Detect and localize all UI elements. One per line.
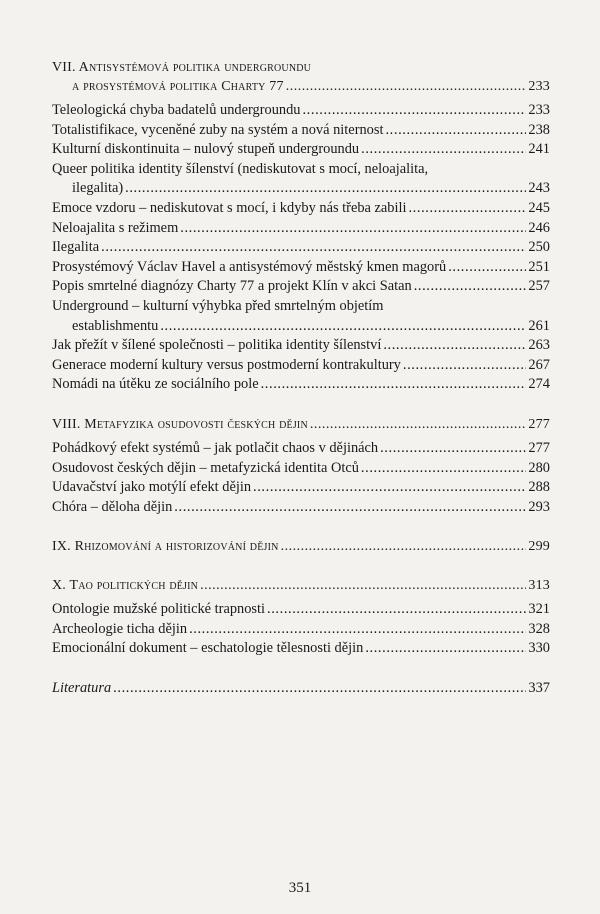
toc-entry (52, 297, 550, 317)
entry-page-number: 263 (528, 337, 550, 354)
entry-page-number: 261 (528, 317, 550, 334)
dot-leader (408, 199, 526, 219)
entry-title: Neloajalita s režimem (52, 219, 179, 236)
toc-entry (52, 199, 550, 219)
table-of-contents (52, 58, 550, 699)
dot-leader (113, 679, 526, 699)
entry-title: Queer politika identity šílenství (nediskutovat s mocí, neloajalita, (52, 160, 429, 177)
dot-leader (125, 179, 526, 199)
toc-entry (52, 498, 550, 518)
toc-entry (52, 317, 550, 337)
literature-entry (52, 679, 550, 699)
toc-entry (52, 336, 550, 356)
entry-page-number: 241 (528, 141, 550, 158)
chapter-page-number: 299 (528, 539, 550, 555)
entry-title: Archeologie ticha dějin (52, 620, 188, 637)
entry-page-number: 245 (528, 199, 550, 216)
chapter-title-text: a prosystémová politika Charty 77 (72, 79, 284, 94)
chapter-page-number: 277 (528, 416, 550, 432)
toc-entry (52, 101, 550, 121)
chapter-title-line (52, 58, 550, 77)
literature-label: Literatura (52, 680, 112, 697)
entry-title: Popis smrtelné diagnózy Charty 77 a projekt Klín v akci Satan (52, 278, 412, 295)
toc-entry (52, 277, 550, 297)
toc-entry (52, 620, 550, 640)
toc-entry (52, 600, 550, 620)
toc-entry (52, 375, 550, 395)
entry-title: Pohádkový efekt systémů – jak potlačit chaos v dějinách (52, 439, 379, 456)
toc-entry (52, 219, 550, 239)
toc-entry (52, 140, 550, 160)
dot-leader (286, 77, 526, 96)
dot-leader (414, 277, 526, 297)
dot-leader (253, 478, 526, 498)
dot-leader (267, 600, 526, 620)
dot-leader (403, 356, 526, 376)
toc-chapter (52, 537, 550, 556)
entry-page-number: 246 (528, 219, 550, 236)
spacer (52, 659, 550, 679)
page-number: 351 (288, 880, 312, 896)
chapter-title-line (52, 415, 550, 434)
dot-leader (261, 375, 526, 395)
toc-entry (52, 356, 550, 376)
toc-entry (52, 478, 550, 498)
entry-page-number: 277 (528, 439, 550, 456)
toc-chapter (52, 58, 550, 395)
spacer (52, 556, 550, 576)
dot-leader (448, 258, 526, 278)
entry-title: Jak přežít v šílené společnosti – politika identity šílenství (52, 337, 382, 354)
chapter-title-line (52, 576, 550, 595)
chapter-page-number: 313 (528, 578, 550, 594)
toc-chapter (52, 415, 550, 517)
entry-page-number: 267 (528, 356, 550, 373)
chapter-title-line (52, 537, 550, 556)
chapter-title-text: X. Tao politických dějin (52, 578, 199, 594)
entry-page-number: 330 (528, 640, 550, 657)
entry-title: Ilegalita (52, 239, 100, 256)
toc-entry (52, 179, 550, 199)
dot-leader (385, 121, 526, 141)
dot-leader (302, 101, 526, 121)
entry-page-number: 280 (528, 459, 550, 476)
entry-title: ilegalita) (72, 180, 124, 197)
entry-title: Teleologická chyba badatelů undergroundu (52, 102, 301, 118)
entry-title: Kulturní diskontinuita – nulový stupeň undergroundu (52, 141, 360, 158)
chapter-title-text: VII. Antisystémová politika undergroundu (52, 60, 312, 75)
entry-page-number: 288 (528, 479, 550, 496)
entry-page-number: 257 (528, 278, 550, 295)
toc-entry (52, 160, 550, 180)
toc-entry (52, 238, 550, 258)
toc-entry (52, 121, 550, 141)
entry-title: Underground – kulturní výhybka před smrtelným objetím (52, 297, 384, 314)
entry-title: Chóra – děloha dějin (52, 498, 173, 515)
entry-title: Prosystémový Václav Havel a antisystémový městský kmen magorů (52, 258, 447, 275)
entry-page-number: 321 (528, 601, 550, 618)
spacer (52, 517, 550, 537)
toc-entry (52, 258, 550, 278)
dot-leader (200, 576, 526, 595)
chapter-title-line (52, 77, 550, 96)
entry-page-number: 328 (528, 620, 550, 637)
entry-page-number: 243 (528, 180, 550, 197)
dot-leader (361, 140, 526, 160)
entry-page-number: 250 (528, 239, 550, 256)
chapter-page-number: 233 (528, 79, 550, 94)
entry-title: Udavačství jako motýlí efekt dějin (52, 479, 252, 496)
dot-leader (160, 317, 526, 337)
entry-title: Totalistifikace, vyceněné zuby na systém a nová niternost (52, 121, 384, 138)
spacer (52, 395, 550, 415)
dot-leader (361, 459, 526, 479)
entry-title: Osudovost českých dějin – metafyzická identita Otců (52, 459, 359, 476)
dot-leader (281, 537, 526, 556)
entry-title: Ontologie mužské politické trapnosti (52, 601, 266, 618)
dot-leader (365, 639, 526, 659)
entry-title: establishmentu (72, 317, 159, 334)
toc-chapter (52, 576, 550, 659)
entry-title: Nomádi na útěku ze sociálního pole (52, 376, 259, 393)
entry-page-number: 251 (528, 258, 550, 275)
chapter-title-text: IX. Rhizomování a historizování dějin (52, 539, 279, 555)
dot-leader (174, 498, 526, 518)
entry-page-number: 274 (528, 376, 550, 393)
dot-leader (383, 336, 526, 356)
toc-entry (52, 459, 550, 479)
dot-leader (310, 415, 526, 434)
dot-leader (189, 620, 526, 640)
entry-title: Emoce vzdoru – nediskutovat s mocí, i kdyby nás třeba zabili (52, 199, 407, 216)
entry-page-number: 233 (528, 102, 550, 118)
entry-title: Emocionální dokument – eschatologie tělesnosti dějin (52, 640, 364, 657)
entry-title: Generace moderní kultury versus postmoderní kontrakultury (52, 356, 401, 373)
entry-page-number: 238 (528, 121, 550, 138)
dot-leader (380, 439, 526, 459)
entry-page-number: 293 (528, 498, 550, 515)
toc-entry (52, 639, 550, 659)
chapter-title-text: VIII. Metafyzika osudovosti českých dějin (52, 416, 308, 432)
literature-page-number: 337 (528, 680, 550, 697)
dot-leader (101, 238, 526, 258)
dot-leader (180, 219, 526, 239)
toc-entry (52, 439, 550, 459)
